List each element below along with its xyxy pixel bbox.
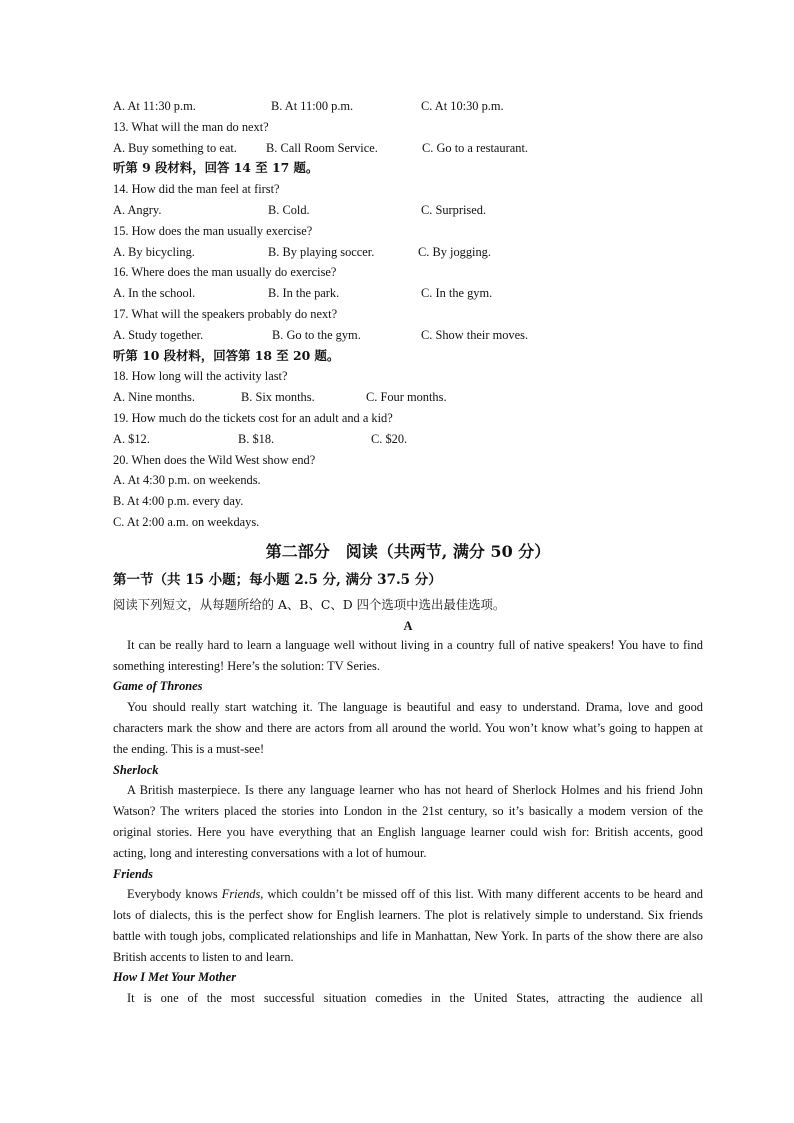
show-title-friends: Friends bbox=[113, 866, 153, 881]
show-text-himym: It is one of the most successful situation comedies in the United States, attracting the audience all bbox=[127, 991, 703, 1006]
show-title-sherlock: Sherlock bbox=[113, 762, 159, 777]
q12-option-c: C. At 10:30 p.m. bbox=[421, 99, 504, 113]
q12-option-a: A. At 11:30 p.m. bbox=[113, 99, 196, 113]
q15-stem: 15. How does the man usually exercise? bbox=[113, 223, 313, 238]
passage-label: A bbox=[403, 618, 413, 633]
q14-stem: 14. How did the man feel at first? bbox=[113, 182, 280, 197]
friends-text-after: which couldn’t be missed off of this list. With many different accents to be heard and lots of dialects, this is the perfect show for English learners. The plot is relatively simple to understand. Six friends battle with tough jobs, complicated relationships and life in Manhattan, New York. In parts of the show there are also British accents to listen to and learn. bbox=[113, 887, 703, 964]
friends-text-before: Everybody knows bbox=[127, 887, 222, 902]
reading-instruction: 阅读下列短文，从每题所给的 A、B、C、D 四个选项中选出最佳选项。 bbox=[113, 596, 506, 612]
friends-text-italic: Friends, bbox=[221, 887, 264, 902]
q13-option-b: B. Call Room Service. bbox=[266, 140, 378, 155]
material-9-heading: 听第 9 段材料，回答 14 至 17 题。 bbox=[113, 160, 319, 176]
q14-option-a: A. Angry. bbox=[113, 202, 162, 217]
q15-option-b: B. By playing soccer. bbox=[268, 244, 375, 259]
q20-option-b: B. At 4:00 p.m. every day. bbox=[113, 494, 244, 509]
show-text-friends bbox=[113, 884, 703, 967]
q20-option-c: C. At 2:00 a.m. on weekdays. bbox=[113, 514, 260, 529]
q13-option-a: A. Buy something to eat. bbox=[113, 140, 237, 155]
q17-stem: 17. What will the speakers probably do next? bbox=[113, 306, 338, 321]
q17-option-a: A. Study together. bbox=[113, 327, 204, 342]
show-text-sherlock: A British masterpiece. Is there any language learner who has not heard of Sherlock Holmes and his friend John Watson? The writers placed the stories into London in the 21st century, so it’s basically a modem version of the original stories. Here you have everything that an English language learner could wish for: British accents, good acting, long and interesting conversations with a lot of humour. bbox=[113, 783, 703, 860]
q16-option-a: A. In the school. bbox=[113, 286, 196, 301]
q20-option-a: A. At 4:30 p.m. on weekends. bbox=[113, 473, 261, 488]
q12-option-b: B. At 11:00 p.m. bbox=[271, 99, 354, 113]
q19-stem: 19. How much do the tickets cost for an adult and a kid? bbox=[113, 410, 393, 425]
q18-option-b: B. Six months. bbox=[241, 390, 315, 405]
passage-intro: It can be really hard to learn a language well without living in a country full of native speakers! You have to find something interesting! Here’s the solution: TV Series. bbox=[113, 637, 703, 673]
show-title-game-of-thrones: Game of Thrones bbox=[113, 679, 203, 694]
material-10-heading: 听第 10 段材料，回答第 18 至 20 题。 bbox=[113, 347, 340, 363]
q18-option-a: A. Nine months. bbox=[113, 390, 195, 405]
q15-options bbox=[113, 242, 703, 263]
q17-options bbox=[113, 325, 703, 346]
q18-options bbox=[113, 387, 703, 408]
q17-option-c: C. Show their moves. bbox=[421, 327, 529, 342]
q16-option-b: B. In the park. bbox=[268, 286, 340, 301]
q17-option-b: B. Go to the gym. bbox=[272, 327, 361, 342]
q18-stem: 18. How long will the activity last? bbox=[113, 369, 288, 384]
q13-stem: 13. What will the man do next? bbox=[113, 119, 269, 134]
page-content bbox=[113, 96, 703, 1009]
q19-option-c: C. $20. bbox=[371, 431, 408, 446]
part-two-title: 第二部分 阅读（共两节, 满分 50 分） bbox=[265, 541, 551, 561]
q14-options bbox=[113, 200, 703, 221]
q19-options bbox=[113, 429, 703, 450]
q15-option-c: C. By jogging. bbox=[418, 244, 491, 259]
q15-option-a: A. By bicycling. bbox=[113, 244, 195, 259]
q12-options bbox=[113, 96, 703, 117]
q16-stem: 16. Where does the man usually do exercise? bbox=[113, 265, 337, 280]
q16-options bbox=[113, 283, 703, 304]
show-text-game-of-thrones: You should really start watching it. The language is beautiful and easy to understand. Drama, love and good characters mark the show and there are actors from all around the world. You won’t know what’s going to happen at the ending. This is a must-see! bbox=[113, 700, 703, 756]
q20-stem: 20. When does the Wild West show end? bbox=[113, 452, 316, 467]
q14-option-b: B. Cold. bbox=[268, 202, 310, 217]
section-one-title: 第一节（共 15 小题；每小题 2.5 分, 满分 37.5 分） bbox=[113, 571, 442, 588]
show-title-himym: How I Met Your Mother bbox=[113, 970, 237, 985]
q13-option-c: C. Go to a restaurant. bbox=[422, 140, 528, 155]
q19-option-b: B. $18. bbox=[238, 431, 275, 446]
q16-option-c: C. In the gym. bbox=[421, 286, 493, 301]
q19-option-a: A. $12. bbox=[113, 431, 150, 446]
q14-option-c: C. Surprised. bbox=[421, 202, 487, 217]
q13-options bbox=[113, 138, 703, 159]
q18-option-c: C. Four months. bbox=[366, 390, 447, 405]
